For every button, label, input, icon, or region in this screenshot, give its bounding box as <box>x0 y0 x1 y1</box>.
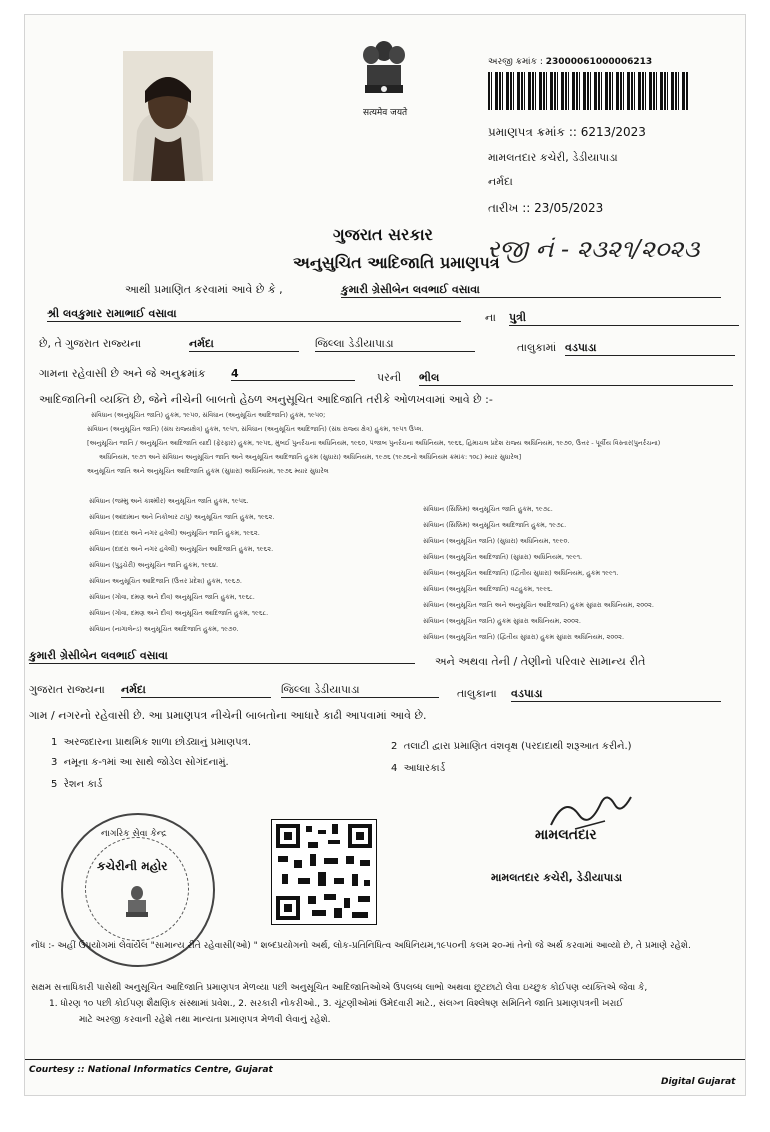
line5: આદિજાતિની વ્યક્તિ છે, જેને નીચેની બાબતો હેઠળ અનુસૂચિત આદિજાતિ તરીકે ઓળખવામાં આવે છે :- <box>39 393 493 406</box>
order-left-4: સંવિધાન (દાદરા અને નગર હવેલી) અનુસૂચિત આદિજાતિ હુકમ, ૧૯૬૨. <box>89 545 274 553</box>
order-left-3: સંવિધાન (દાદરા અને નગર હવેલી) અનુસૂચિત જાતિ હુકમ, ૧૯૬૨. <box>89 529 260 537</box>
seal-emblem-icon <box>123 885 151 925</box>
issuing-district: નર્મદા <box>488 175 513 188</box>
body2-line3: ગામ / નગરનો રહેવાસી છે. આ પ્રમાણપત્ર નીચેની બાબતોના આધારે કાઢી આપવામાં આવે છે. <box>29 709 427 722</box>
signatory-title: મામલતદાર <box>535 827 597 843</box>
tribe-value: ભીલ <box>419 371 733 386</box>
order-right-3: સંવિધાન (અનુસૂચિત જાતિ) (સુધારા) અધિનિયમ, ૧૯૯૦. <box>423 537 570 545</box>
document-3: 3 નમૂના ક-૧માં આ સાથે જોડેલ સોગંદનામું. <box>51 757 229 768</box>
footer-divider <box>25 1059 745 1060</box>
order-left-9: સંવિધાન (નાગાલેન્ડ) અનુસૂચિત આદિજાતિ હુકમ, ૧૯૭૦. <box>89 625 239 633</box>
applicant-photo <box>123 51 213 181</box>
jilla-label: જિલ્લા ડેડીયાપાડા <box>315 337 475 352</box>
seal-caption: કચેરીની મહોર <box>97 859 168 873</box>
order-2: સંવિધાન (અનુસૂચિત જાતિ) (સંઘ રાજ્યક્ષેત્ર) હુકમ, ૧૯૫૧, સંવિધાન (અનુસૂચિત આદિજાતિ) (સંઘ રાજ્ય ક્ષેત્ર) હુકમ, ૧૯૫૧ ઉપ્લ. <box>87 425 424 433</box>
order-left-8: સંવિધાન (ગોવા, દમણ અને દીવ) અનુસૂચિત આદિજાતિ હુકમ, ૧૯૬૮. <box>89 609 269 617</box>
order-right-9: સંવિધાન (અનુસૂચિત જાતિ) (દ્વિતીય સુધારા) હુકમ સુધારા અધિનિયમ, ૨૦૦૨. <box>423 633 625 641</box>
father-name: શ્રી લવકુમાર રામાભાઈ વસાવા <box>47 307 461 322</box>
issue-date: તારીખ :: 23/05/2023 <box>488 201 604 215</box>
order-left-7: સંવિધાન (ગોવા, દમણ અને દીવ) અનુસૂચિત જાતિ હુકમ, ૧૯૬૮. <box>89 593 255 601</box>
order-left-6: સંવિધાન અનુસૂચિત આદિજાતિ (ઉત્તર પ્રદેશ) હુકમ, ૧૯૬૭. <box>89 577 242 585</box>
order-left-5: સંવિધાન (પુડુચેરી) અનુસૂચિત જાતિ હુકમ, ૧૯૬૪. <box>89 561 219 569</box>
serial-no: 4 <box>231 367 355 381</box>
qr-code <box>271 819 377 925</box>
taluka-label: તાલુકામાં <box>517 341 557 354</box>
digital-gujarat-logo: Digital Gujarat <box>661 1077 736 1087</box>
footer-list-2: માટે અરજી કરવાની રહેશે તથા માન્યતા પ્રમાણપત્ર મેળવી લેવાનું રહેશે. <box>79 1015 331 1025</box>
district-value-2: નર્મદા <box>121 683 271 698</box>
order-right-1: સંવિધાન (સિક્કિમ) અનુસૂચિત જાતિ હુકમ, ૧૯૭૮. <box>423 505 553 513</box>
line3-prefix: છે, તે ગુજરાત રાજ્યના <box>39 337 142 350</box>
cert-line-1: આથી પ્રમાણિત કરવામાં આવે છે કે , <box>125 283 283 296</box>
order-right-8: સંવિધાન (અનુસૂચિત જાતિ) હુકમ સુધારા અધિનિયમ, ૨૦૦૨. <box>423 617 581 625</box>
village-value: વડપાડા <box>565 341 735 356</box>
state-label: ગુજરાત રાજ્યના <box>29 683 105 696</box>
issuing-office: મામલતદાર કચેરી, ડેડીયાપાડા <box>488 151 618 164</box>
emblem-motto: सत्यमेव जयते <box>363 108 408 118</box>
order-right-5: સંવિધાન (અનુસૂચિત આદિજાતિ) (દ્વિતીય સુધારા) અધિનિયમ, હુકમ ૧૯૯૧. <box>423 569 619 577</box>
document-2: 2 તલાટી દ્વારા પ્રમાણિત વંશવૃક્ષ (પરદાદાથી શરૂઆત કરીને.) <box>391 741 632 752</box>
order-1: સંવિધાન (અનુસૂચિત જાતિ) હુકમ, ૧૯૫૦, સંવિધાન (અનુસૂચિત આદિજાતિ) હુકમ, ૧૯૫૦; <box>91 411 326 419</box>
document-4: 4 આધારકાર્ડ <box>391 763 446 774</box>
seal-text: નાગરિક સેવા કેન્દ્ર <box>101 829 167 839</box>
order-4: અધિનિયમ, ૧૯૭૧ અને સંવિધાન અનુસૂચિત જાતિ અને અનુસૂચિત આદિજાતિ હુકમ (સુધારા) અધિનિયમ, ૧૯૭૬ (૧૯૭૬નો અધિનિયમ ક્રમાંક: ૧૦૮) મ્યાર સુધારેલ] <box>99 453 522 461</box>
note-text: નોંધ :- અહીં ઉપયોગમાં લેવાયેલ "સામાન્ય રીતે રહેવાસી(ઓ) " શબ્દપ્રયોગનો અર્થ, લોક-પ્રતિનિધિત્વ અધિનિયમ,૧૯૫૦ની કલમ ૨૦-માં તેનો જે અર્થ કરવામાં આવ્યો છે, તે પ્રમાણે રહેશે. <box>31 941 691 951</box>
certificate-title: અનુસુચિત આદિજાતિ પ્રમાણપત્ર <box>293 253 500 272</box>
footer-list: 1. ધોરણ ૧૦ પછી કોઈપણ શૈક્ષણિક સંસ્થામાં પ્રવેશ., 2. સરકારી નોકરીઓ., 3. ચૂંટણીઓમાં ઉમેદવારી માટે., સંલગ્ન વિશ્લેષણ સમિતિને જાતિ પ્રમાણપત્રની ખરાઈ <box>49 999 624 1009</box>
family-text: અને અથવા તેની / તેણીનો પરિવાર સામાન્ય રીતે <box>435 655 646 668</box>
district-value: નર્મદા <box>189 337 299 352</box>
village-value-2: વડપાડા <box>511 687 721 702</box>
order-right-7: સંવિધાન (અનુસૂચિત જાતિ અને અનુસૂચિત આદિજાતિ) હુકમ સુધારા અધિનિયમ, ૨૦૦૨. <box>423 601 654 609</box>
order-3: [અનુસૂચિત જાતિ / અનુસૂચિત આદિજાતિ યાદી (ફેરફાર) હુકમ, ૧૯૫૬, મુંબઈ પુનર્રચના અધિનિયમ, ૧૯૬૦, પંજાબ પુનર્રચના અધિનિયમ, ૧૯૬૬, હિમાચલ પ્રદેશ રાજ્ય અધિનિયમ, ૧૯૭૦, ઉત્તર - પૂર્વીય વિસ્તાર(પુનર્રચના) <box>87 439 661 447</box>
emblem-icon <box>359 39 409 105</box>
certificate-no: પ્રમાણપત્ર ક્રમાંક :: 6213/2023 <box>488 125 646 139</box>
order-left-2: સંવિધાન (આંદામાન અને નિકોબાર ટાપુ) અનુસૂચિત જાતિ હુકમ, ૧૯૬૨. <box>89 513 275 521</box>
order-left-1: સંવિધાન (જમ્મુ અને કાશ્મીર) અનુસૂચિત જાતિ હુકમ, ૧૯૫૬. <box>89 497 249 505</box>
gov-title: ગુજરાત સરકાર <box>333 225 433 244</box>
document-1: 1 અરજદારના પ્રાથમિક શાળા છોડ્યાનું પ્રમાણપત્ર. <box>51 737 251 748</box>
handwritten-reg-no: રજી નં - ૨૩૨૧/૨૦૨૩ <box>487 235 700 263</box>
na-label: ના <box>485 311 496 324</box>
parni-label: પરની <box>377 371 402 384</box>
relation: પુત્રી <box>509 311 739 326</box>
order-right-6: સંવિધાન (અનુસૂચિત આદિજાતિ) વટહુકમ, ૧૯૯૬. <box>423 585 553 593</box>
certificate-page <box>24 14 746 1096</box>
application-no: અરજી ક્રમાંક : 23000061000006213 <box>488 57 653 67</box>
jilla-label-2: જિલ્લા ડેડીયાપાડા <box>281 683 439 698</box>
footer-note: સક્ષમ સત્તાધિકારી પાસેથી અનુસૂચિત આદિજાતિ પ્રમાણપત્ર મેળવ્યા પછી અનુસૂચિત આદિજાતિઓએ ઉપલબ્ધ લાભો અથવા છૂટછાટો લેવા ઇચ્છુક કોઈપણ વ્યક્તિએ જેવા કે, <box>31 983 648 993</box>
signatory-office: મામલતદાર કચેરી, ડેડીયાપાડા <box>491 871 623 884</box>
applicant-name-2: કુમારી ગ્રેસીબેન લવભાઈ વસાવા <box>29 649 415 664</box>
order-right-4: સંવિધાન (અનુસૂચિત આદિજાતિ) (સુધારા) અધિનિયમ, ૧૯૯૧. <box>423 553 583 561</box>
order-right-2: સંવિધાન (સિક્કિમ) અનુસૂચિત આદિજાતિ હુકમ, ૧૯૭૮. <box>423 521 567 529</box>
courtesy-text: Courtesy :: National Informatics Centre, Gujarat <box>29 1065 273 1075</box>
document-5: 5 રેશન કાર્ડ <box>51 779 103 790</box>
barcode <box>488 72 688 110</box>
applicant-name: કુમારી ગ્રેસીબેન લવભાઈ વસાવા <box>341 283 721 298</box>
line4-prefix: ગામના રહેવાસી છે અને જે અનુક્રમાંક <box>39 367 206 380</box>
taluka-label-2: તાલુકાના <box>457 687 497 700</box>
order-5: અનુસૂચિત જાતિ અને અનુસૂચિત આદિજાતિ હુકમ (સુધારા) અધિનિયમ, ૧૯૭૬ મ્યાર સુધારેલ <box>87 467 329 475</box>
